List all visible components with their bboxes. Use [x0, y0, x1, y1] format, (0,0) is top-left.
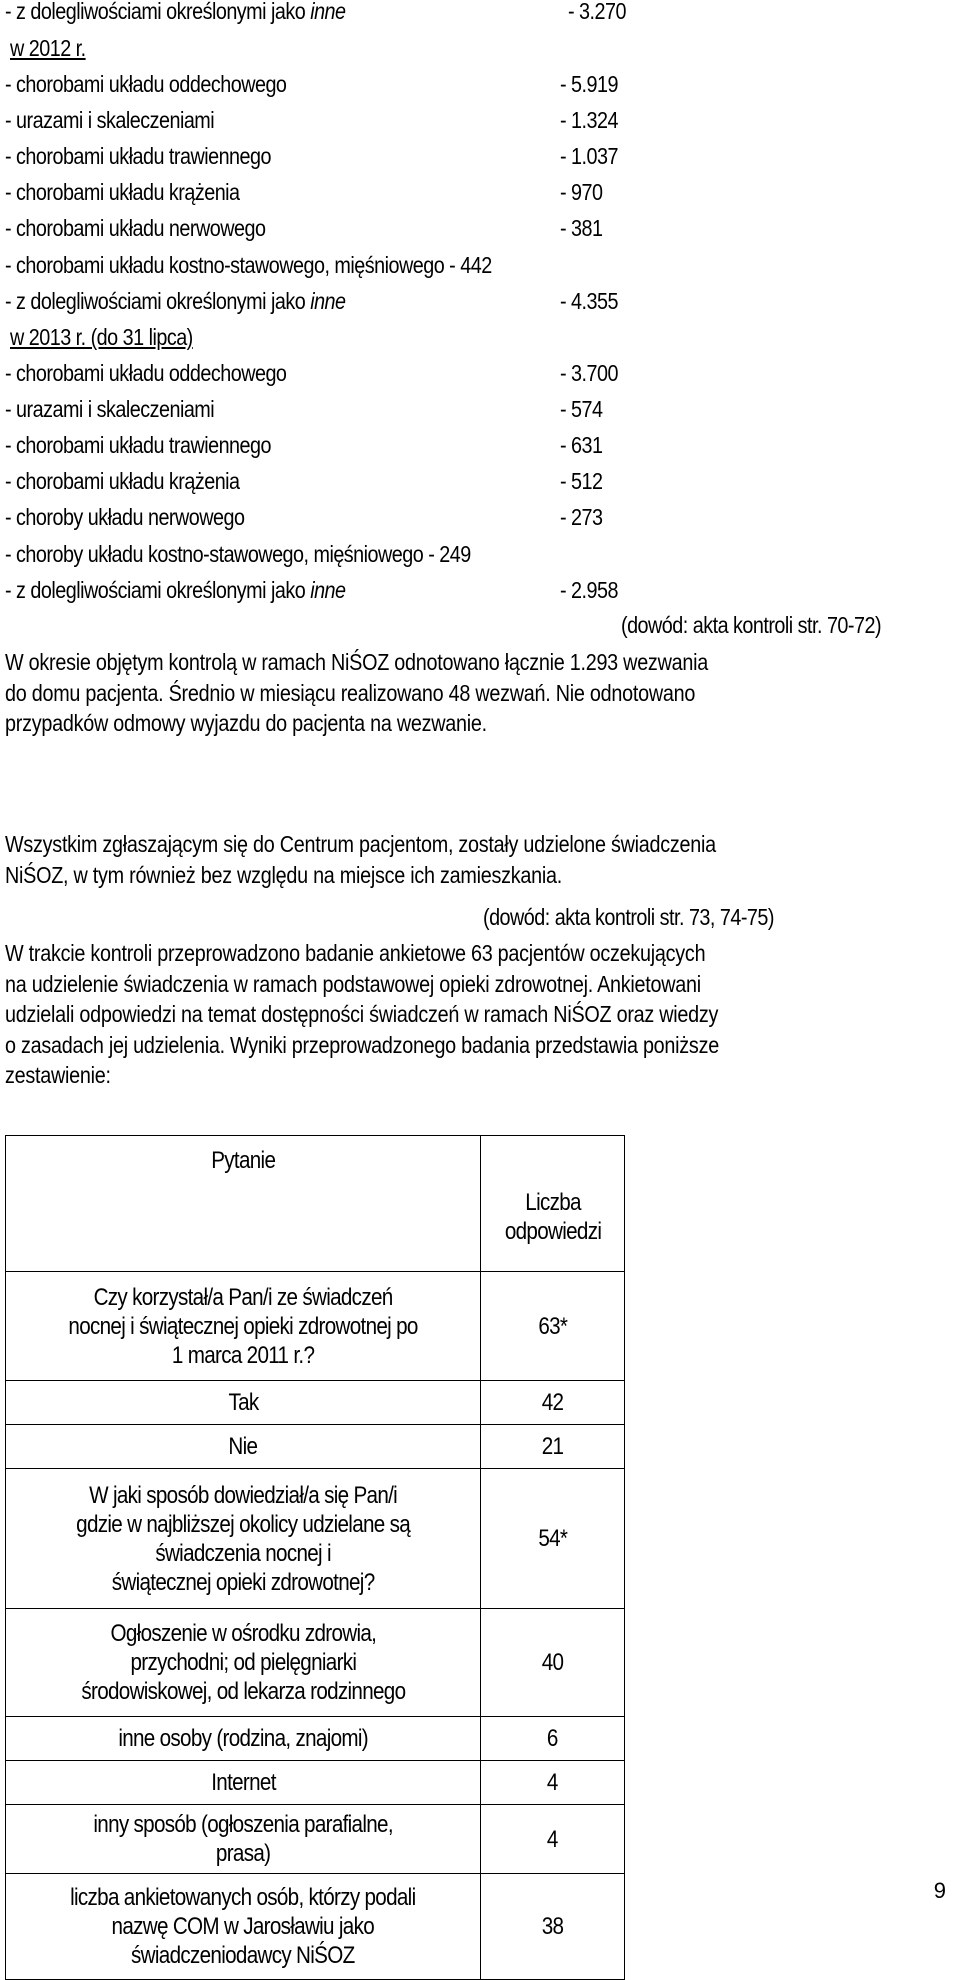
question-line: środowiskowej, od lekarza rodzinnego: [81, 1678, 406, 1705]
page-number: 9: [933, 1878, 946, 1903]
item-value: - 1.324: [560, 107, 618, 134]
evidence-reference-2: (dowód: akta kontroli str. 73, 74-75): [483, 904, 774, 930]
answer-count: 4: [547, 1769, 559, 1796]
answer-count: 21: [541, 1433, 564, 1460]
question-line: prasa): [215, 1840, 271, 1867]
answer-count-cell: [481, 1272, 625, 1381]
answer-count-cell: [481, 1609, 625, 1717]
table-row: [6, 1609, 625, 1717]
paragraph-line: do domu pacjenta. Średnio w miesiącu realizowano 48 wezwań. Nie odnotowano: [5, 679, 696, 706]
paragraph-line: na udzielenie świadczenia w ramach podstawowej opieki zdrowotnej. Ankietowani: [5, 970, 701, 997]
question-cell: [6, 1874, 481, 1980]
answer-count: 4: [547, 1825, 559, 1853]
answer-count: 40: [541, 1649, 564, 1676]
list-item: - chorobami układu krążenia: [5, 179, 240, 206]
item-value: - 273: [560, 504, 603, 531]
item-label-italic: inne: [310, 0, 346, 24]
item-value: - 3.270: [568, 0, 626, 24]
question-line: nocnej i świątecznej opieki zdrowotnej po: [68, 1312, 418, 1340]
answer-count: 42: [541, 1389, 564, 1416]
list-item-inne-2011: [5, 0, 346, 26]
question-line: Nie: [228, 1433, 258, 1460]
item-value: - 512: [560, 468, 603, 495]
item-value: - 3.700: [560, 360, 618, 386]
answer-count: 6: [547, 1725, 559, 1752]
table-row: [6, 1717, 625, 1761]
answer-count-cell: [481, 1761, 625, 1805]
question-line: W jaki sposób dowiedział/a się Pan/i: [89, 1481, 398, 1509]
question-line: świątecznej opieki zdrowotnej?: [111, 1568, 375, 1596]
table-row: [6, 1805, 625, 1874]
paragraph-line: udzielali odpowiedzi na temat dostępności świadczeń w ramach NiŚOZ oraz wiedzy: [5, 1001, 719, 1027]
question-line: Ogłoszenie w ośrodku zdrowia,: [110, 1620, 376, 1647]
item-label: - z dolegliwościami określonymi jako: [5, 0, 311, 24]
question-line: inne osoby (rodzina, znajomi): [118, 1725, 368, 1752]
survey-results-table: [5, 1135, 625, 1980]
item-label-italic: inne: [310, 287, 346, 314]
evidence-reference-1: (dowód: akta kontroli str. 70-72): [621, 612, 882, 638]
item-value: - 2.958: [560, 576, 618, 603]
paragraph-line: NiŚOZ, w tym również bez względu na miejsce ich zamieszkania.: [5, 861, 562, 888]
list-item: - chorobami układu oddechowego: [5, 360, 287, 386]
item-label: - z dolegliwościami określonymi jako: [5, 287, 311, 314]
paragraph-line: W okresie objętym kontrolą w ramach NiŚOZ odnotowano łącznie 1.293 wezwania: [5, 649, 708, 675]
item-label: - z dolegliwościami określonymi jako: [5, 576, 311, 603]
table-row: [6, 1425, 625, 1469]
answer-count: 63*: [538, 1312, 568, 1340]
question-cell: [6, 1381, 481, 1425]
year-2013-heading: w 2013 r. (do 31 lipca): [10, 324, 193, 350]
table-row: [6, 1272, 625, 1381]
paragraph-visits: [5, 647, 938, 739]
list-item: - urazami i skaleczeniami: [5, 396, 215, 423]
answer-count-cell: [481, 1381, 625, 1425]
list-item: - choroby układu nerwowego: [5, 504, 245, 531]
answer-count-cell: [481, 1469, 625, 1609]
table-row: [6, 1381, 625, 1425]
paragraph-line: W trakcie kontroli przeprowadzono badanie ankietowe 63 pacjentów oczekujących: [5, 940, 706, 966]
question-line: Internet: [210, 1769, 276, 1796]
answer-count: 38: [541, 1913, 564, 1940]
paragraph-line: zestawienie:: [5, 1062, 111, 1088]
list-item-inne: [5, 575, 346, 605]
list-item: - chorobami układu kostno-stawowego, mięśniowego - 442: [5, 251, 492, 278]
question-line: 1 marca 2011 r.?: [171, 1341, 315, 1369]
item-value: - 1.037: [560, 143, 618, 170]
item-label-italic: inne: [310, 576, 346, 603]
table-row: [6, 1874, 625, 1980]
paragraph-line: przypadków odmowy wyjazdu do pacjenta na wezwanie.: [5, 710, 487, 736]
paragraph-line: o zasadach jej udzielenia. Wyniki przeprowadzonego badania przedstawia poniższe: [5, 1031, 719, 1058]
list-item: - chorobami układu trawiennego: [5, 432, 272, 459]
table-row: [6, 1469, 625, 1609]
item-value: - 4.355: [560, 287, 618, 314]
list-item: - choroby układu kostno-stawowego, mięśniowego - 249: [5, 540, 471, 567]
table-row: [6, 1761, 625, 1805]
paragraph-survey: [5, 938, 938, 1091]
question-line: inny sposób (ogłoszenia parafialne,: [93, 1811, 393, 1838]
answer-count-cell: [481, 1805, 625, 1874]
list-item: - chorobami układu oddechowego: [5, 71, 287, 97]
list-item: - urazami i skaleczeniami: [5, 107, 215, 134]
question-line: gdzie w najbliższej okolicy udzielane są: [76, 1510, 411, 1538]
answer-count: 54*: [538, 1525, 568, 1552]
item-value: - 574: [560, 396, 603, 423]
item-value: - 631: [560, 432, 603, 459]
question-cell: [6, 1425, 481, 1469]
question-line: świadczenia nocnej i: [155, 1539, 331, 1567]
item-value: - 5.919: [560, 71, 618, 97]
question-line: Tak: [228, 1389, 259, 1416]
list-item: - chorobami układu trawiennego: [5, 143, 272, 170]
question-line: świadczeniodawcy NiŚOZ: [131, 1942, 355, 1969]
question-cell: [6, 1805, 481, 1874]
question-cell: [6, 1761, 481, 1805]
item-value: - 970: [560, 179, 603, 206]
header-answers: Liczba odpowiedzi: [481, 1136, 625, 1272]
header-question: Pytanie: [6, 1136, 481, 1272]
question-line: nazwę COM w Jarosławiu jako: [111, 1913, 375, 1940]
question-line: liczba ankietowanych osób, którzy podali: [70, 1884, 416, 1911]
answer-count-cell: [481, 1717, 625, 1761]
answer-count-cell: [481, 1874, 625, 1980]
question-line: przychodni; od pielęgniarki: [130, 1649, 357, 1676]
item-value: - 381: [560, 215, 603, 242]
paragraph-services: [5, 829, 938, 890]
question-cell: [6, 1469, 481, 1609]
list-item: - chorobami układu nerwowego: [5, 215, 266, 242]
paragraph-line: Wszystkim zgłaszającym się do Centrum pacjentom, zostały udzielone świadczenia: [5, 831, 716, 857]
question-cell: [6, 1609, 481, 1717]
question-cell: [6, 1272, 481, 1381]
question-cell: [6, 1717, 481, 1761]
list-item-inne: [5, 286, 346, 316]
list-item: - chorobami układu krążenia: [5, 468, 240, 495]
table-header-row: [6, 1136, 625, 1272]
year-2012-heading: w 2012 r.: [10, 35, 86, 61]
answer-count-cell: [481, 1425, 625, 1469]
question-line: Czy korzystał/a Pan/i ze świadczeń: [93, 1283, 393, 1311]
